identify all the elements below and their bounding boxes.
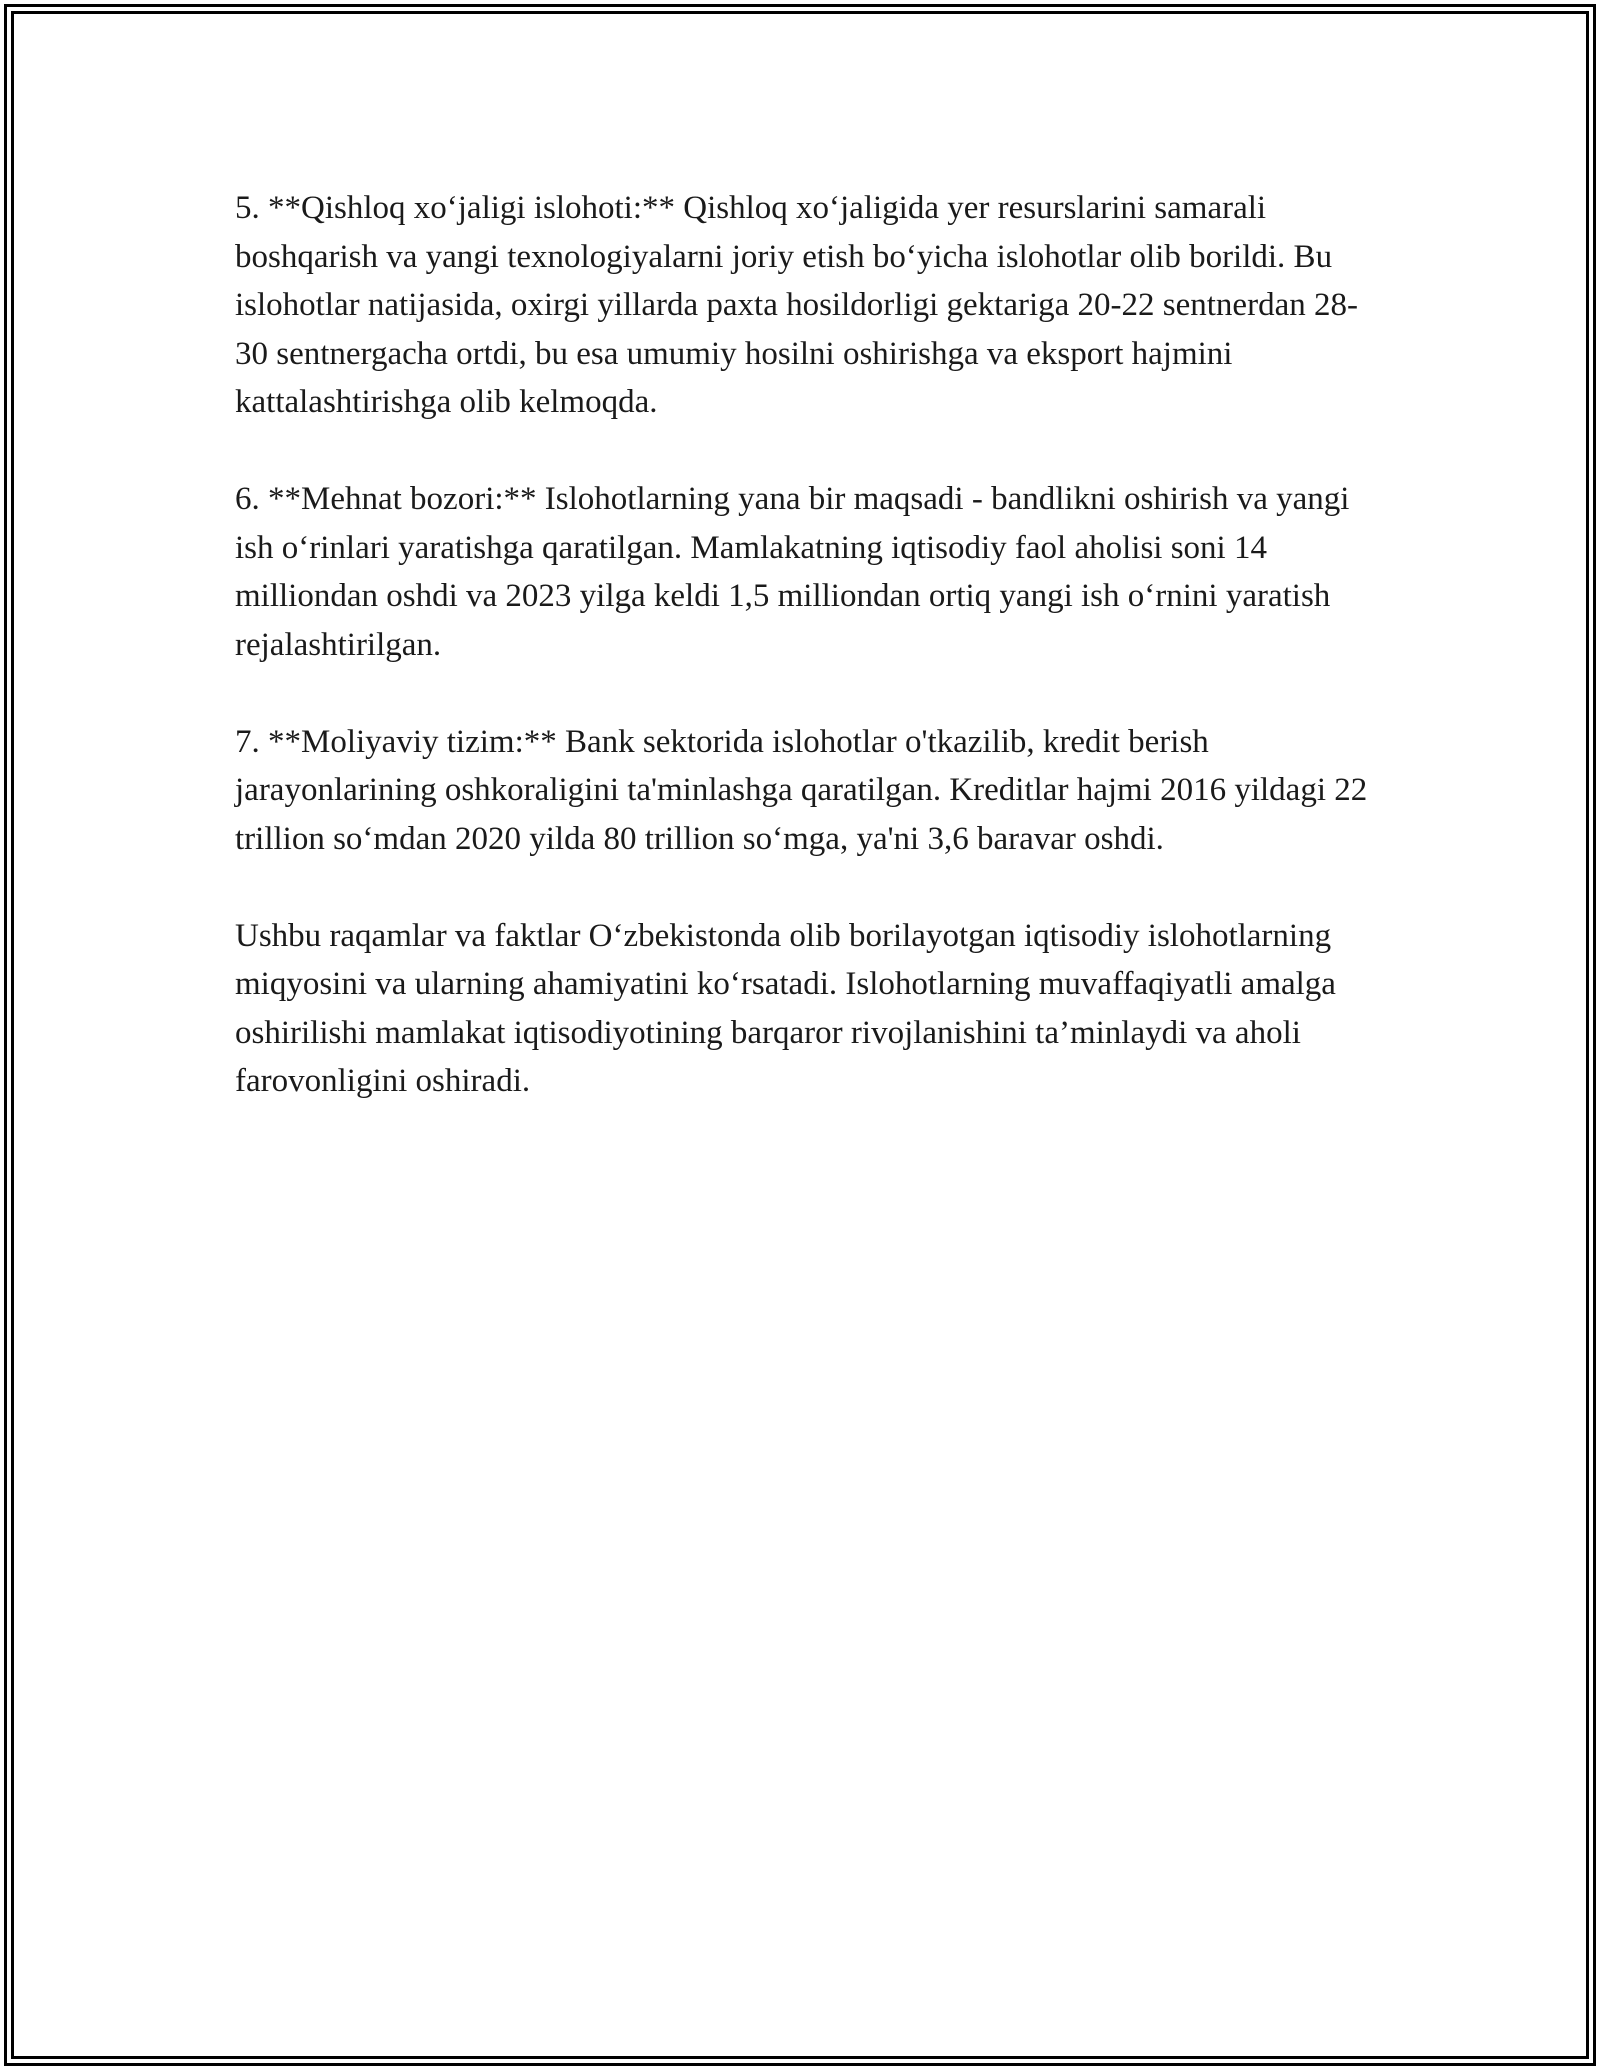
paragraph-labor-market: 6. **Mehnat bozori:** Islohotlarning yana bir maqsadi - bandlikni oshirish va yangi ish o‘rinlari yaratishga qaratilgan. Mamlakatning iqtisodiy faol aholisi soni 14 milliondan oshdi va 2023 yilga keldi 1,5 milliondan ortiq yangi ish o‘rnini yaratish rejalashtirilgan. (235, 481, 1350, 663)
paragraph-financial-system: 7. **Moliyaviy tizim:** Bank sektorida islohotlar o'tkazilib, kredit berish jarayonlarining oshkoraligini ta'minlashga qaratilgan. Kreditlar hajmi 2016 yildagi 22 trillion so‘mdan 2020 yilda 80 trillion so‘mga, ya'ni 3,6 baravar oshdi. (235, 723, 1368, 857)
paragraph-conclusion: Ushbu raqamlar va faktlar O‘zbekistonda olib borilayotgan iqtisodiy islohotlarning miqyosini va ularning ahamiyatini ko‘rsatadi. Islohotlarning muvaffaqiyatli amalga oshirilishi mamlakat iqtisodiyotining barqaror rivojlanishini ta’minlaydi va aholi farovonligini oshiradi. (235, 917, 1336, 1099)
paragraph-agriculture-reform: 5. **Qishloq xo‘jaligi islohoti:** Qishloq xo‘jaligida yer resurslarini samarali boshqarish va yangi texnologiyalarni joriy etish bo‘yicha islohotlar olib borildi. Bu islohotlar natijasida, oxirgi yillarda paxta hosildorligi gektariga 20-22 sentnerdan 28-30 sentnergacha ortdi, bu esa umumiy hosilni oshirishga va eksport hajmini kattalashtirishga olib kelmoqda. (235, 190, 1358, 420)
document-body (235, 184, 1375, 1154)
